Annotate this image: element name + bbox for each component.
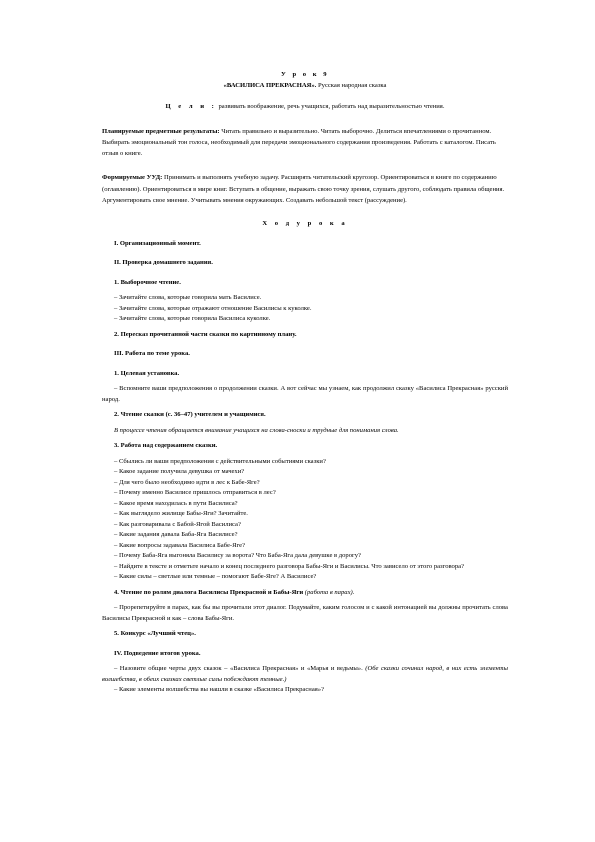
list-item: – Зачитайте слова, которые говорила мать Василисе.	[114, 294, 262, 302]
list-item: – Какие элементы волшебства вы нашли в сказке «Василиса Прекрасная»?	[114, 686, 325, 694]
planned-results-text: Читать правильно и выразительно. Читать выборочно. Делиться впечатлениями о прочитанном. Выбирать эмоциональный тон голоса, необходимый для передачи эмоционального содержания произведения. Работать с каталогом. Писать отзыв о книге.	[102, 127, 496, 158]
list-item: – Сбылись ли ваши предположения с действительными событиями сказки?	[114, 457, 326, 465]
goals-text: развивать воображение, речь учащихся, работать над выразительностью чтения.	[216, 103, 445, 110]
paragraph: – Вспомните ваши предположения о продолжении сказки. А вот сейчас мы узнаем, как продолжил сказку «Василиса Прекрасная» русский народ.	[102, 385, 508, 403]
list-item: – Найдите в тексте и отметьте начало и конец последнего разговора Бабы-Яги и Василисы. Что зависело от этого разговора?	[114, 562, 465, 570]
list-item: – Зачитайте слова, которые говорила Василиса куколке.	[114, 315, 271, 323]
lesson-number: У р о к 9	[281, 71, 329, 78]
list-item: – Как выглядело жилище Бабы-Яги? Зачитайте.	[114, 510, 248, 518]
paragraph: – Прорепетируйте в парах, как бы вы прочитали этот диалог. Подумайте, каким голосом и с какой интонацией вы должны прочитать слова Василисы Прекрасной и как – слова Бабы-Яги.	[102, 604, 508, 622]
story-genre: Русская народная сказка	[316, 81, 387, 89]
list-item: – Почему Баба-Яга выгоняла Василису за ворота? Что Баба-Яга дала девушке в дорогу?	[114, 552, 361, 560]
goals-label: Ц е л и :	[165, 103, 217, 110]
subsection-heading	[102, 588, 508, 599]
subsection-heading: 1. Целевая установка.	[114, 369, 180, 377]
list-item: – Какое время находилась в пути Василиса?	[114, 499, 238, 507]
section-heading: I. Организационный момент.	[114, 239, 201, 247]
list-item: – Зачитайте слова, которые отражают отношение Василисы к куколке.	[114, 304, 312, 312]
story-title: «ВАСИЛИСА ПРЕКРАСНАЯ».	[223, 81, 317, 89]
planned-results-paragraph	[102, 126, 508, 160]
subsection-heading: 3. Работа над содержанием сказки.	[114, 442, 218, 450]
list-item: – Для чего было необходимо идти в лес к Бабе-Яге?	[114, 478, 260, 486]
uud-label: Формируемые УУД:	[102, 174, 163, 182]
lesson-title	[102, 81, 508, 92]
section-heading: IV. Подведение итогов урока.	[114, 649, 201, 657]
list-item: – Какое задание получила девушка от мачехи?	[114, 468, 245, 476]
list-item: – Какие силы – светлые или темные – помогают Бабе-Яге? А Василисе?	[114, 573, 317, 581]
summary-question: – Назовите общие черты двух сказок – «Василиса Прекрасная» и «Марья и ведьмы».	[114, 665, 363, 673]
subsection-heading: 2. Пересказ прочитанной части сказки по картинному плану.	[114, 330, 297, 338]
section-heading: III. Работа по теме урока.	[114, 350, 190, 358]
roles-reading-label: 4. Чтение по ролям диалога Василисы Прекрасной и Бабы-Яги	[114, 588, 304, 596]
subsection-heading: 1. Выборочное чтение.	[114, 278, 181, 286]
goals-paragraph	[102, 102, 508, 113]
note: В процессе чтения обращается внимание учащихся на слова-сноски и трудные для понимания слова.	[114, 426, 399, 434]
uud-paragraph	[102, 172, 508, 206]
summary-answer: (Обе сказки сочинил народ, в них есть элементы волшебства, в обеих сказках светлые силы побеждают темные.)	[102, 665, 508, 683]
course-heading: Х о д у р о к а	[262, 220, 348, 228]
planned-results-label: Планируемые предметные результаты:	[102, 127, 220, 135]
list-item: – Почему именно Василисе пришлось отправиться в лес?	[114, 489, 276, 497]
subsection-heading: 2. Чтение сказки (с. 36–47) учителем и учащимися.	[114, 411, 266, 419]
roles-reading-note: (работа в парах).	[303, 588, 355, 596]
lesson-page	[102, 70, 508, 696]
subsection-heading: 5. Конкурс «Лучший чтец».	[114, 630, 196, 638]
uud-text: Принимать и выполнять учебную задачу. Расширять читательский кругозор. Ориентироваться в книге по содержанию (оглавлению). Ориентироваться в мире книг. Вступать в общение, выражать свою точку зрения, слушать другого, соблюдать правила общения. Аргументировать свое мнение. Учитывать мнения окружающих. Создавать небольшой текст (рассуждение).	[102, 174, 505, 204]
section-heading: II. Проверка домашнего задания.	[114, 259, 213, 267]
paragraph	[102, 664, 508, 685]
list-item: – Как разговаривала с Бабой-Ягой Василиса?	[114, 520, 241, 528]
list-item: – Какие задания давала Баба-Яга Василисе?	[114, 531, 238, 539]
list-item: – Какие вопросы задавала Василиса Бабе-Яге?	[114, 541, 245, 549]
